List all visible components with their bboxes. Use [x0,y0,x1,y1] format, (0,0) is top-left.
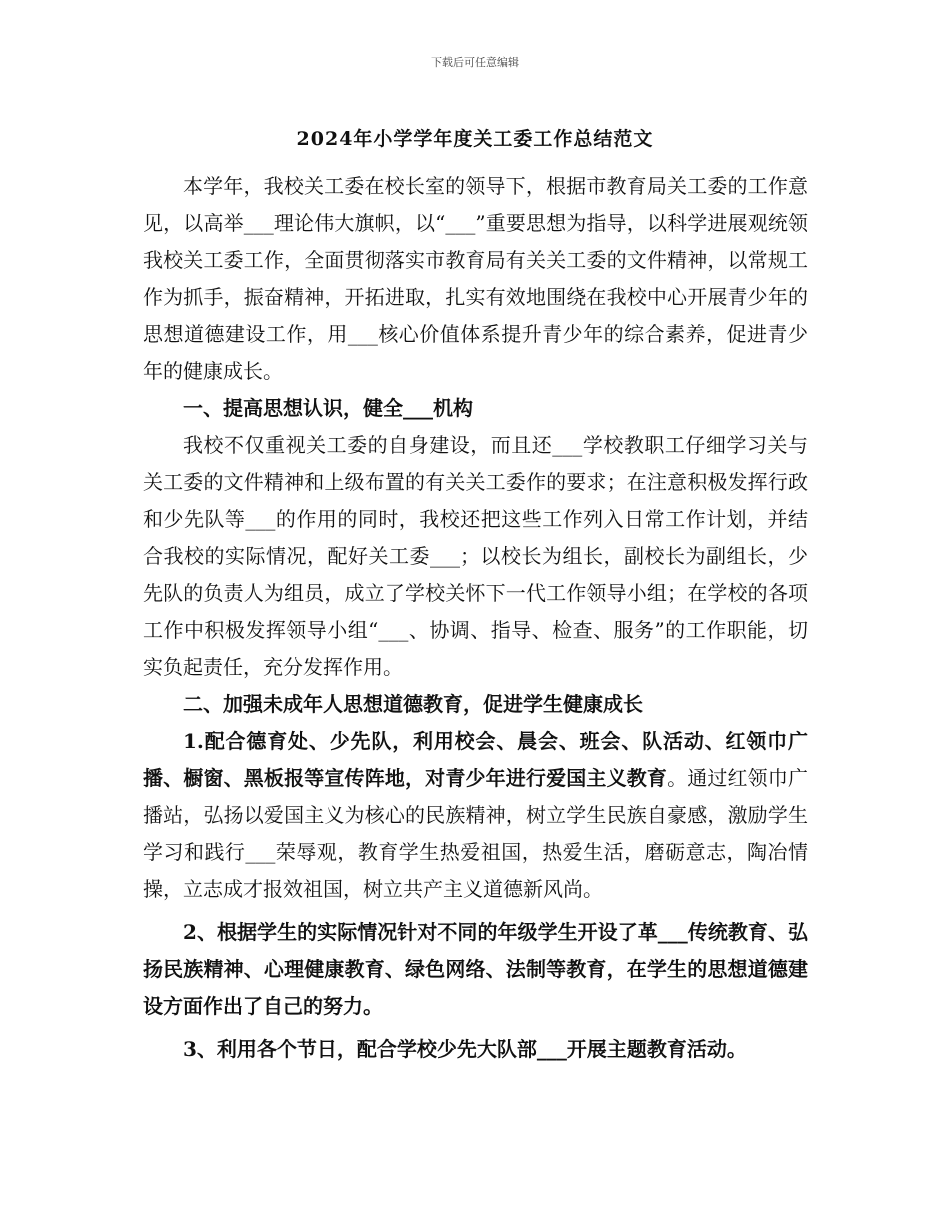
section1-heading: 一、提高思想认识，健全___机构 [183,396,473,420]
section1-paragraph: 我校不仅重视关工委的自身建设，而且还___学校教职工仔细学习关与关工委的文件精神和上级布置的有关关工委作的要求；在注意积极发挥行政和少先队等___的作用的同时，我校还把这些工作列入日常工作计划，并结合我校的实际情况，配好关工委___；以校长为组长，副校长为副组长，少先队的负责人为组员，成立了学校关怀下一代工作领导小组；在学校的各项工作中积极发挥领导小组“___、协调、指导、检查、服务”的工作职能，切实负起责任，充分发挥作用。 [143,433,808,679]
section2-item2: 2、根据学生的实际情况针对不同的年级学生开设了革___传统教育、弘扬民族精神、心理健康教育、绿色网络、法制等教育，在学生的思想道德建设方面作出了自己的努力。 [143,920,808,1018]
document-title: 2024年小学学年度关工委工作总结范文 [296,128,654,150]
section2-item1-rest: 。通过红领巾广播站，弘扬以爱国主义为核心的民族精神，树立学生民族自豪感，激励学生学习和践行___荣辱观，教育学生热爱祖国，热爱生活，磨砺意志，陶冶情操，立志成才报效祖国，树立共产主义道德新风尚。 [143,766,808,901]
section2-item1-bold: 1.配合德育处、少先队，利用校会、晨会、班会、队活动、红领巾广播、橱窗、黑板报等宣传阵地，对青少年进行爱国主义教育 [143,729,808,790]
section2-item3: 3、利用各个节日，配合学校少先大队部___开展主题教育活动。 [183,1037,747,1061]
section2-item1 [143,723,808,908]
document-body [143,168,808,1068]
intro-paragraph: 本学年，我校关工委在校长室的领导下，根据市教育局关工委的工作意见，以高举___理论伟大旗帜，以“___”重要思想为指导，以科学进展观统领我校关工委工作，全面贯彻落实市教育局有关关工委的文件精神，以常规工作为抓手，振奋精神，开拓进取，扎实有效地围绕在我校中心开展青少年的思想道德建设工作，用___核心价值体系提升青少年的综合素养，促进青少年的健康成长。 [143,174,808,383]
section2-heading: 二、加强未成年人思想道德教育，促进学生健康成长 [183,692,643,716]
header-note: 下载后可任意编辑 [431,56,519,69]
